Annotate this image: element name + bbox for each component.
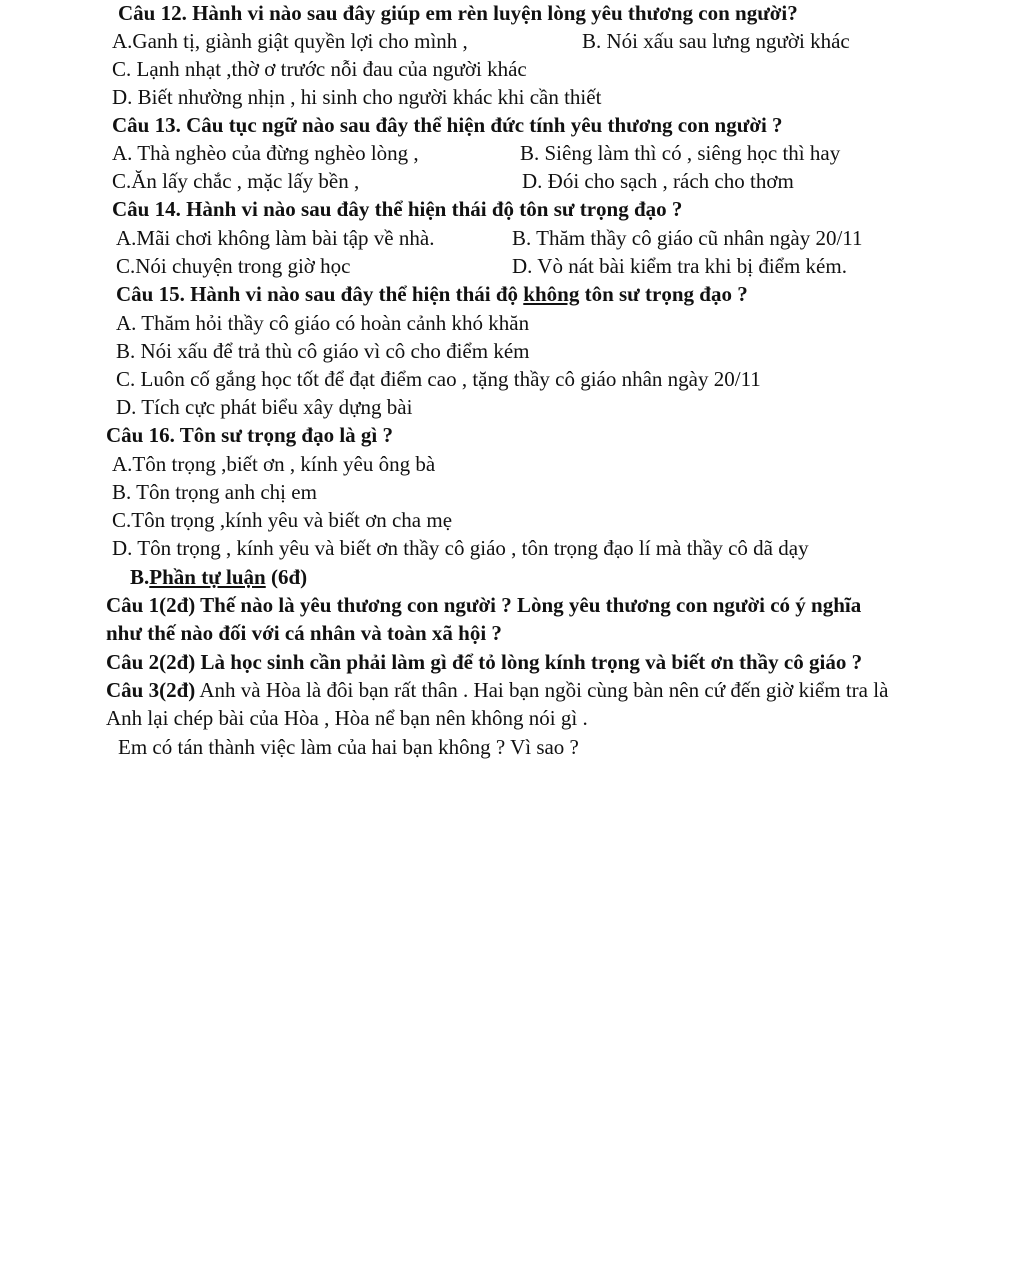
q16-option-d: D. Tôn trọng , kính yêu và biết ơn thầy cô giáo , tôn trọng đạo lí mà thầy cô dã dạy — [112, 536, 809, 560]
q14-option-b: B. Thăm thầy cô giáo cũ nhân ngày 20/11 — [512, 226, 863, 250]
q14-option-a: A.Mãi chơi không làm bài tập về nhà. — [116, 226, 435, 250]
q12-option-a: A.Ganh tị, giành giật quyền lợi cho mình , — [112, 29, 468, 53]
essay1-line1: Câu 1(2đ) Thế nào là yêu thương con người ? Lòng yêu thương con người có ý nghĩa — [106, 593, 862, 617]
q14-option-d: D. Vò nát bài kiểm tra khi bị điểm kém. — [512, 254, 847, 278]
part-b-prefix: B. — [130, 565, 150, 589]
essay2-text: Là học sinh cần phải làm gì để tỏ lòng kính trọng và biết ơn thầy cô giáo ? — [195, 650, 863, 674]
q12-option-d: D. Biết nhường nhịn , hi sinh cho người khác khi cần thiết — [112, 85, 602, 109]
part-b-title: Phần tự luận — [149, 565, 266, 589]
q13-option-d: D. Đói cho sạch , rách cho thơm — [522, 169, 794, 193]
essay3-label: Câu 3(2đ) — [106, 678, 196, 702]
q16-title: Câu 16. Tôn sư trọng đạo là gì ? — [106, 423, 394, 447]
q15-option-c: C. Luôn cố gắng học tốt để đạt điểm cao , tặng thầy cô giáo nhân ngày 20/11 — [116, 367, 761, 391]
essay3-text-1: Anh và Hòa là đôi bạn rất thân . Hai bạn ngồi cùng bàn nên cứ đến giờ kiểm tra là — [195, 678, 889, 702]
q15-option-b: B. Nói xấu để trả thù cô giáo vì cô cho điểm kém — [116, 339, 530, 363]
q15-title — [116, 281, 748, 307]
q15-title-underlined: không — [523, 282, 580, 306]
essay3-line3: Em có tán thành việc làm của hai bạn không ? Vì sao ? — [118, 735, 579, 759]
q13-title: Câu 13. Câu tục ngữ nào sau đây thể hiện đức tính yêu thương con người ? — [112, 113, 783, 137]
q15-title-post: tôn sư trọng đạo ? — [579, 282, 748, 306]
q12-option-b: B. Nói xấu sau lưng người khác — [582, 29, 850, 53]
essay2-label: Câu 2(2đ) — [106, 650, 196, 674]
q14-option-c: C.Nói chuyện trong giờ học — [116, 254, 351, 278]
q13-option-a: A. Thà nghèo của đừng nghèo lòng , — [112, 141, 419, 165]
essay2 — [106, 649, 862, 675]
q15-option-a: A. Thăm hỏi thầy cô giáo có hoàn cảnh khó khăn — [116, 311, 530, 335]
essay3-line2: Anh lại chép bài của Hòa , Hòa nể bạn nên không nói gì . — [106, 706, 588, 730]
essay1-line2: như thế nào đối với cá nhân và toàn xã hội ? — [106, 621, 502, 645]
q14-title: Câu 14. Hành vi nào sau đây thể hiện thái độ tôn sư trọng đạo ? — [112, 197, 683, 221]
part-b-points: (6đ) — [265, 565, 308, 589]
q13-option-b: B. Siêng làm thì có , siêng học thì hay — [520, 141, 841, 165]
q12-option-c: C. Lạnh nhạt ,thờ ơ trước nỗi đau của người khác — [112, 57, 527, 81]
q15-title-pre: Câu 15. Hành vi nào sau đây thể hiện thái độ — [116, 282, 524, 306]
q16-option-a: A.Tôn trọng ,biết ơn , kính yêu ông bà — [112, 452, 436, 476]
q13-option-c: C.Ăn lấy chắc , mặc lấy bền , — [112, 169, 360, 193]
q16-option-c: C.Tôn trọng ,kính yêu và biết ơn cha mẹ — [112, 508, 453, 532]
q15-option-d: D. Tích cực phát biểu xây dựng bài — [116, 395, 413, 419]
q12-title: Câu 12. Hành vi nào sau đây giúp em rèn luyện lòng yêu thương con người? — [118, 1, 798, 25]
q16-option-b: B. Tôn trọng anh chị em — [112, 480, 317, 504]
part-b-heading — [130, 564, 307, 590]
essay3-line1 — [106, 677, 888, 703]
